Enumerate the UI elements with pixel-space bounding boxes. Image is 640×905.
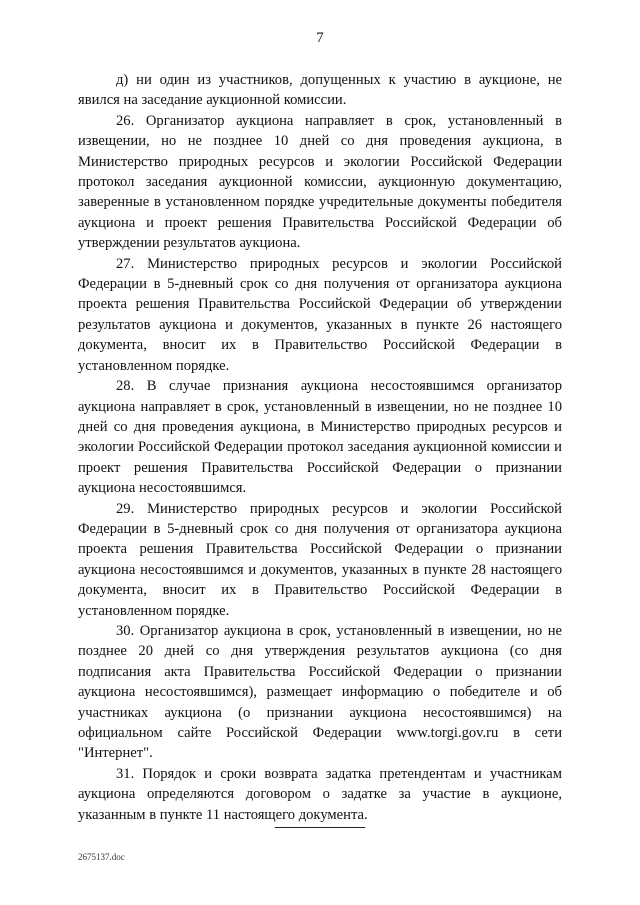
end-divider bbox=[275, 827, 365, 828]
paragraph-27: 27. Министерство природных ресурсов и экологии Российской Федерации в 5-дневный срок со дня получения от организатора аукциона проекта решения Правительства Российской Федерации об утверждении результатов аукциона и документов, указанных в пункте 26 настоящего документа, вносит их в Правительство Российской Федерации в установленном порядке. bbox=[78, 255, 562, 374]
paragraph-30: 30. Организатор аукциона в срок, установленный в извещении, но не позднее 20 дней со дня утверждения результатов аукциона (со дня подписания акта Правительства Российской Федерации о признании аукциона несостоявшимся), размещает информацию о победителе и об участниках аукциона (о признании аукциона несостоявшимся) на официальном сайте Российской Федерации www.torgi.gov.ru в сети "Интернет". bbox=[78, 622, 562, 762]
paragraph-28: 28. В случае признания аукциона несостоявшимся организатор аукциона направляет в срок, установленный в извещении, но не позднее 10 дней со дня проведения аукциона, в Министерство природных ресурсов и экологии Российской Федерации протокол заседания аукционной комиссии и проект решения Правительства Российской Федерации о признании аукциона несостоявшимся. bbox=[78, 378, 562, 497]
paragraph-29: 29. Министерство природных ресурсов и экологии Российской Федерации в 5-дневный срок со дня получения от организатора аукциона проекта решения Правительства Российской Федерации о признании аукциона несостоявшимся и документов, указанных в пункте 28 настоящего документа, вносит их в Правительство Российской Федерации в установленном порядке. bbox=[78, 500, 562, 619]
paragraph-31: 31. Порядок и сроки возврата задатка претендентам и участникам аукциона определяются договором о задатке за участие в аукционе, указанным в пункте 11 настоящего документа. bbox=[78, 765, 562, 823]
paragraph-d: д) ни один из участников, допущенных к участию в аукционе, не явился на заседание аукционной комиссии. bbox=[78, 72, 562, 109]
document-body bbox=[78, 70, 562, 825]
file-reference: 2675137.doc bbox=[78, 852, 125, 862]
paragraph-26: 26. Организатор аукциона направляет в срок, установленный в извещении, но не позднее 10 дней со дня проведения аукциона, в Министерство природных ресурсов и экологии Российской Федерации протокол заседания аукционной комиссии, аукционную документацию, заверенные в установленном порядке учредительные документы победителя аукциона и проект решения Правительства Российской Федерации об утверждении результатов аукциона. bbox=[78, 112, 562, 252]
page-number: 7 bbox=[316, 30, 324, 46]
